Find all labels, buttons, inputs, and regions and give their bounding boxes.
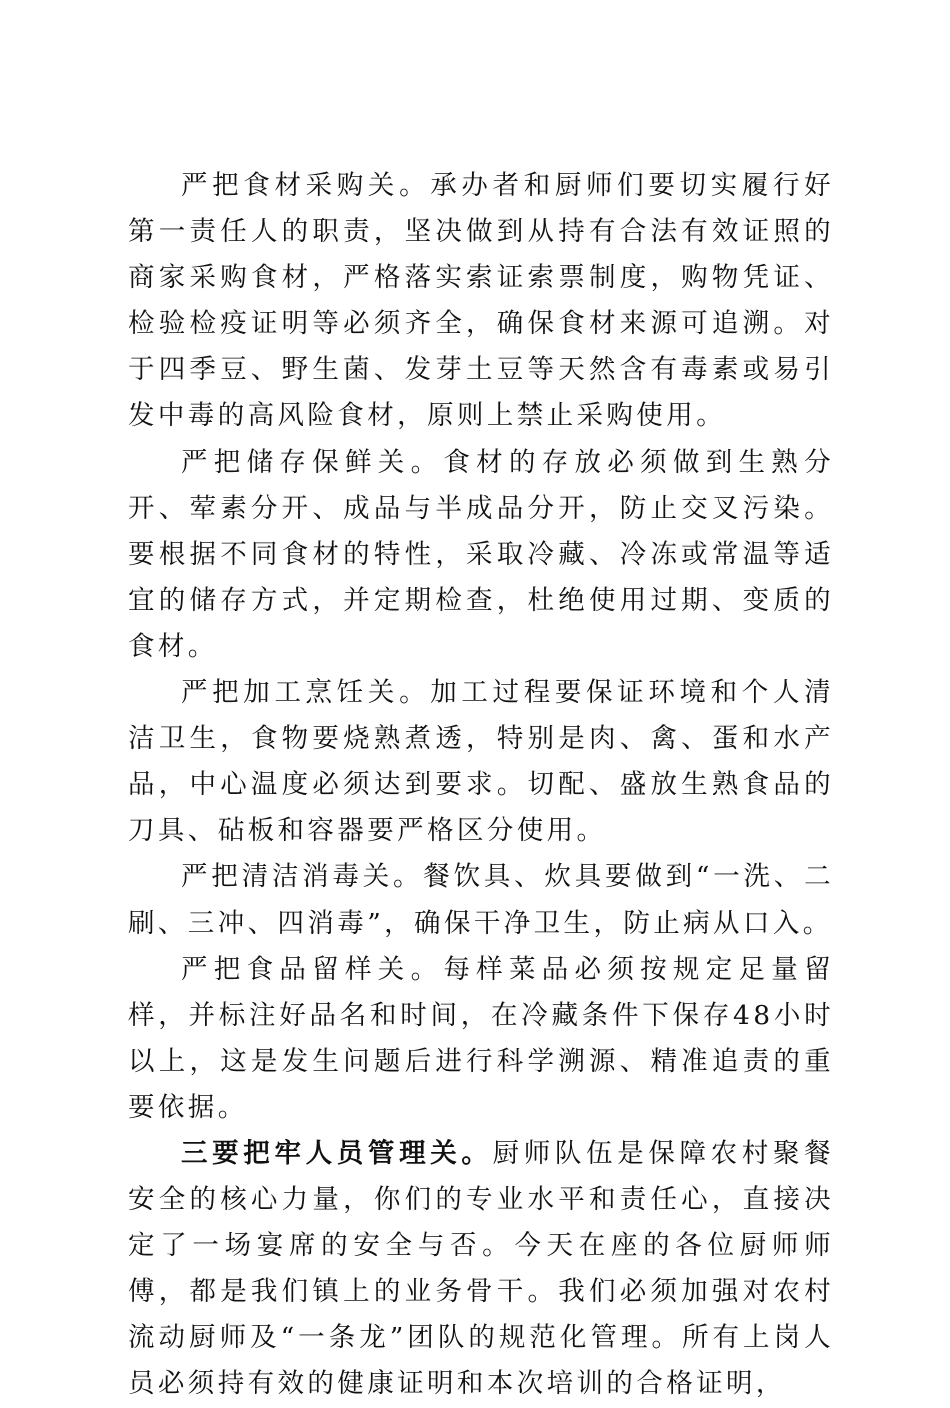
paragraph-cooking: [128, 670, 834, 854]
paragraph-personnel-management: [128, 1131, 834, 1408]
paragraph-text: 严把加工烹饪关。加工过程要保证环境和个人清洁卫生，食物要烧熟煮透，特别是肉、禽、蛋和水产品，中心温度必须达到要求。切配、盛放生熟食品的刀具、砧板和容器要严格区分使用。: [128, 677, 834, 847]
paragraph-text: 厨师队伍是保障农村聚餐安全的核心力量，你们的专业水平和责任心，直接决定了一场宴席的安全与否。今天在座的各位厨师师傅，都是我们镇上的业务骨干。我们必须加强对农村流动厨师及“一条龙”团队的规范化管理。所有上岗人员必须持有效的健康证明和本次培训的合格证明，: [128, 1137, 834, 1400]
paragraph-text: 严把食品留样关。每样菜品必须按规定足量留样，并标注好品名和时间，在冷藏条件下保存48小时以上，这是发生问题后进行科学溯源、精准追责的重要依据。: [128, 953, 834, 1123]
paragraph-bold-lead: 三要把牢人员管理关。: [181, 1137, 493, 1169]
paragraph-text: 严把储存保鲜关。食材的存放必须做到生熟分开、荤素分开、成品与半成品分开，防止交叉污染。要根据不同食材的特性，采取冷藏、冷冻或常温等适宜的储存方式，并定期检查，杜绝使用过期、变质的食材。: [128, 446, 834, 662]
paragraph-sample-retention: [128, 947, 834, 1131]
paragraph-storage: [128, 440, 834, 670]
paragraph-food-procurement: [128, 163, 834, 440]
paragraph-text: 严把食材采购关。承办者和厨师们要切实履行好第一责任人的职责，坚决做到从持有合法有效证照的商家采购食材，严格落实索证索票制度，购物凭证、检验检疫证明等必须齐全，确保食材来源可追溯。对于四季豆、野生菌、发芽土豆等天然含有毒素或易引发中毒的高风险食材，原则上禁止采购使用。: [128, 170, 834, 432]
paragraph-disinfection: [128, 854, 834, 946]
document-body: [128, 163, 834, 1408]
paragraph-text: 严把清洁消毒关。餐饮具、炊具要做到“一洗、二刷、三冲、四消毒”，确保干净卫生，防止病从口入。: [128, 861, 834, 939]
